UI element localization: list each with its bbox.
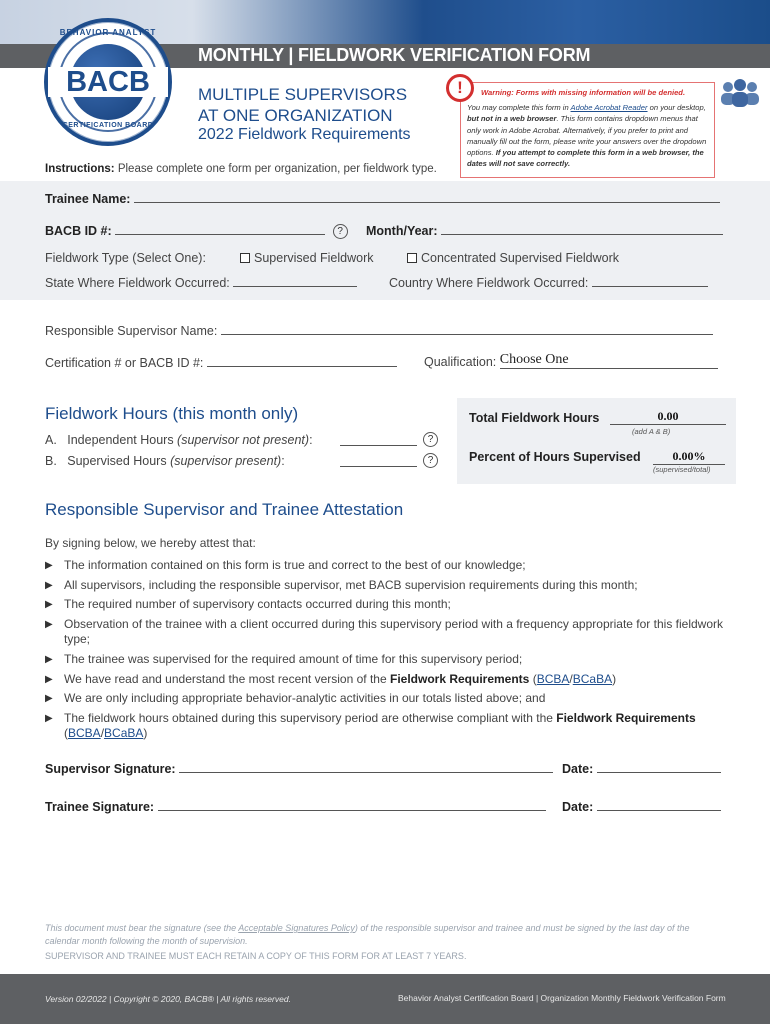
trainee-date-label: Date: (562, 800, 594, 814)
instructions: Instructions: Please complete one form per organization, per fieldwork type. (45, 163, 437, 175)
independent-hours-field[interactable] (340, 434, 417, 446)
logo-wordmark: BACB (48, 67, 168, 97)
footer-version: Version 02/2022 | Copyright © 2020, BACB® | All rights reserved. (45, 994, 291, 1004)
supervised-hours-help-icon[interactable]: ? (423, 453, 438, 468)
row-a-prefix: A. (45, 433, 57, 447)
qualification-dropdown[interactable]: Choose One (500, 352, 718, 369)
total-hours-label: Total Fieldwork Hours (469, 411, 600, 425)
warning-box (460, 82, 715, 178)
list-item: ▶ The required number of supervisory contacts occurred during this month; (45, 597, 725, 613)
trainee-signature-label: Trainee Signature: (45, 800, 155, 814)
qualification-label: Qualification: (424, 355, 497, 369)
independent-hours-help-icon[interactable]: ? (423, 432, 438, 447)
list-item: ▶ The trainee was supervised for the required amount of time for this supervisory period; (45, 652, 725, 668)
certification-row (45, 355, 397, 370)
independent-hours-label: Independent Hours (67, 433, 178, 447)
trainee-signature-row (45, 799, 546, 814)
supervised-fieldwork-checkbox[interactable] (240, 253, 250, 263)
people-group-icon (718, 78, 762, 108)
fieldwork-hours-heading: Fieldwork Hours (this month only) (45, 404, 299, 423)
total-hours-formula: (add A & B) (632, 427, 671, 436)
state-label: State Where Fieldwork Occurred: (45, 276, 230, 290)
bcaba-requirements-link[interactable]: BCaBA (104, 726, 144, 741)
subtitle-line-2: AT ONE ORGANIZATION (198, 106, 393, 125)
concentrated-fieldwork-option[interactable] (407, 251, 619, 265)
totals-box (457, 398, 736, 484)
trainee-date-row (562, 799, 721, 814)
bacb-id-field[interactable] (115, 223, 325, 235)
logo-ring-bottom-text: CERTIFICATION BOARD (62, 122, 154, 129)
bacb-id-row (45, 223, 348, 239)
state-row (45, 275, 357, 290)
percent-supervised-formula: (supervised/total) (653, 465, 711, 474)
bacb-logo (44, 18, 172, 146)
country-row (389, 275, 708, 290)
supervised-hours-note: (supervisor present) (170, 454, 282, 468)
attestation-intro: By signing below, we hereby attest that: (45, 536, 256, 550)
concentrated-fieldwork-label: Concentrated Supervised Fieldwork (421, 251, 620, 265)
supervisor-name-row (45, 323, 713, 338)
bacb-id-label: BACB ID #: (45, 224, 112, 238)
percent-supervised-label: Percent of Hours Supervised (469, 450, 641, 464)
form-title: MONTHLY | FIELDWORK VERIFICATION FORM (198, 45, 591, 65)
supervised-fieldwork-option[interactable] (240, 251, 374, 265)
month-year-row (366, 223, 723, 238)
row-b-prefix: B. (45, 454, 57, 468)
country-label: Country Where Fieldwork Occurred: (389, 276, 589, 290)
attestation-heading: Responsible Supervisor and Trainee Attestation (45, 500, 404, 519)
supervisor-signature-label: Supervisor Signature: (45, 762, 176, 776)
list-item: ▶ We have read and understand the most recent version of the Fieldwork Requirements (BCBA/BCaBA) (45, 672, 725, 688)
warning-title: Warning: Forms with missing information will be denied. (481, 88, 686, 97)
logo-ring-top-text: BEHAVIOR ANALYST (59, 28, 157, 37)
state-field[interactable] (233, 275, 357, 287)
adobe-reader-link[interactable]: Adobe Acrobat Reader (570, 103, 648, 113)
total-hours-value: 0.00 (610, 409, 726, 425)
month-year-field[interactable] (441, 223, 723, 235)
certification-label: Certification # or BACB ID #: (45, 356, 204, 370)
trainee-signature-field[interactable] (158, 799, 546, 811)
supervisor-date-field[interactable] (597, 761, 721, 773)
supervised-hours-field[interactable] (340, 455, 417, 467)
warning-text: You may complete this form in Adobe Acrobat Reader on your desktop, but not in a web browser. This form contains dropdown menus that only work in Adobe Acrobat. Alternatively, if you prefer to print and manually fill out the form, please write your answers over the dropdown options. If you attempt to complete this form in a web browser, the dates will not save correctly. (467, 103, 707, 169)
supervisor-date-row (562, 761, 721, 776)
supervised-fieldwork-label: Supervised Fieldwork (254, 251, 374, 265)
list-item: ▶ The information contained on this form is true and correct to the best of our knowledge; (45, 558, 725, 574)
list-item: ▶ All supervisors, including the responsible supervisor, met BACB supervision requirements during this month; (45, 578, 725, 594)
help-icon[interactable]: ? (333, 224, 348, 239)
warning-exclamation-icon: ! (446, 74, 474, 102)
independent-hours-note: (supervisor not present) (177, 433, 310, 447)
signature-footnote: This document must bear the signature (see the Acceptable Signatures Policy) of the responsible supervisor and trainee and must be signed by the last day of the calendar month following the month of supervision. (45, 923, 690, 946)
bcaba-requirements-link[interactable]: BCaBA (572, 671, 613, 686)
independent-hours-row: A. Independent Hours (supervisor not present): (45, 433, 313, 447)
trainee-name-row (45, 191, 720, 206)
supervised-hours-label: Supervised Hours (67, 454, 171, 468)
supervisor-signature-field[interactable] (179, 761, 553, 773)
trainee-name-field[interactable] (134, 191, 720, 203)
trainee-date-field[interactable] (597, 799, 721, 811)
country-field[interactable] (592, 275, 708, 287)
supervisor-name-field[interactable] (221, 323, 713, 335)
percent-supervised-value: 0.00% (653, 449, 725, 465)
retention-notice: SUPERVISOR AND TRAINEE MUST EACH RETAIN A COPY OF THIS FORM FOR AT LEAST 7 YEARS. (45, 951, 467, 961)
supervised-hours-row: B. Supervised Hours (supervisor present): (45, 454, 285, 468)
footer-form-name: Behavior Analyst Certification Board | Organization Monthly Fieldwork Verification Form (398, 993, 726, 1003)
list-item: ▶ We are only including appropriate behavior-analytic activities in our totals listed above; and (45, 691, 725, 707)
month-year-label: Month/Year: (366, 224, 438, 238)
list-item: ▶ Observation of the trainee with a client occurred during this supervisory period with a frequency appropriate for this fieldwork type; (45, 617, 725, 648)
attestation-list (45, 558, 725, 746)
requirements-version: 2022 Fieldwork Requirements (198, 126, 411, 143)
trainee-name-label: Trainee Name: (45, 192, 131, 206)
certification-field[interactable] (207, 355, 397, 367)
bcba-requirements-link[interactable]: BCBA (68, 726, 101, 741)
signature-policy-link[interactable]: Acceptable Signatures Policy (238, 923, 355, 933)
supervisor-date-label: Date: (562, 762, 594, 776)
fieldwork-type-label: Fieldwork Type (Select One): (45, 251, 206, 265)
qualification-row (424, 352, 718, 369)
list-item: ▶ The fieldwork hours obtained during this supervisory period are otherwise compliant with the Fieldwork Requirements (BCBA/BCaBA) (45, 711, 725, 742)
supervisor-name-label: Responsible Supervisor Name: (45, 324, 218, 338)
bcba-requirements-link[interactable]: BCBA (536, 671, 570, 686)
concentrated-fieldwork-checkbox[interactable] (407, 253, 417, 263)
form-subtitle (198, 84, 438, 126)
supervisor-signature-row (45, 761, 553, 776)
subtitle-line-1: MULTIPLE SUPERVISORS (198, 85, 408, 104)
